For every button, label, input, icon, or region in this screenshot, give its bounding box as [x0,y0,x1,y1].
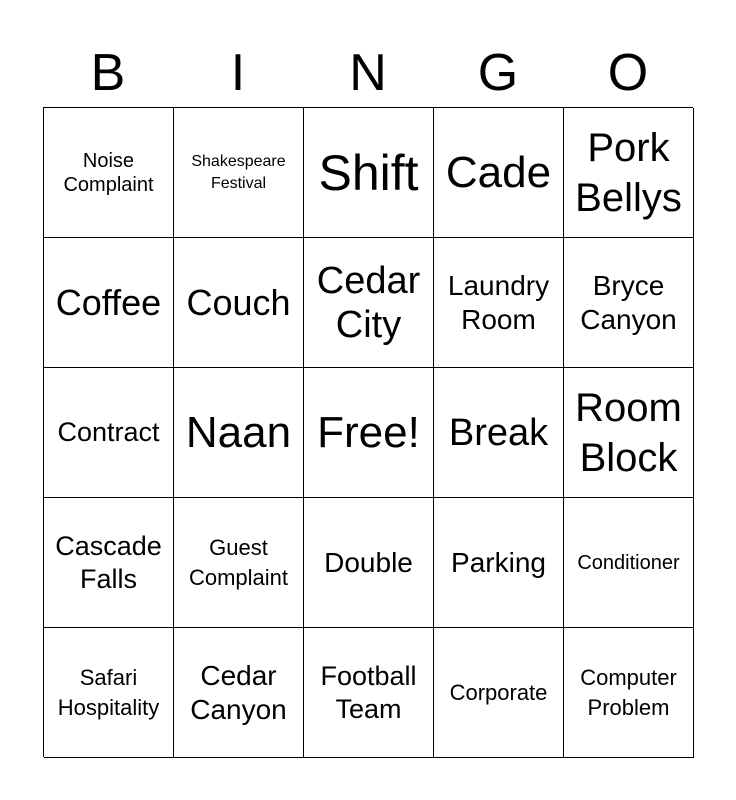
header-letter-n: N [349,44,387,102]
cell-text: Naan [185,407,292,457]
cell-text: Conditioner [577,551,680,574]
cell-text: Pork Bellys [575,125,682,220]
bingo-cell[interactable] [44,108,174,238]
bingo-cell[interactable] [174,628,304,758]
bingo-cell[interactable] [434,238,564,368]
cell-text: Safari Hospitality [57,664,160,720]
bingo-header [43,42,693,104]
cell-text: Shakespeare Festival [191,152,286,192]
bingo-cell[interactable] [434,498,564,628]
bingo-cell[interactable] [564,628,694,758]
bingo-cell[interactable] [564,498,694,628]
bingo-cell[interactable] [44,368,174,498]
bingo-cell[interactable] [304,238,434,368]
bingo-cell[interactable] [304,628,434,758]
cell-text: Corporate [449,679,548,705]
bingo-cell[interactable] [44,498,174,628]
cell-text: Shift [318,144,419,201]
bingo-cell[interactable] [434,628,564,758]
bingo-cell[interactable] [434,108,564,238]
cell-text: Cedar Canyon [190,659,287,725]
bingo-cell[interactable] [564,238,694,368]
bingo-cell[interactable] [304,368,434,498]
bingo-cell[interactable] [174,238,304,368]
cell-text: Bryce Canyon [580,269,677,335]
cell-text: Guest Complaint [188,534,289,590]
bingo-cell[interactable] [44,238,174,368]
header-letter-o: O [607,44,649,102]
cell-text: Football Team [320,660,417,724]
bingo-cell[interactable] [564,108,694,238]
cell-text: Double [324,546,413,578]
cell-text: Parking [451,546,546,578]
cell-text: Cascade Falls [55,530,162,594]
bingo-cell[interactable] [434,368,564,498]
bingo-cell[interactable] [304,498,434,628]
cell-text: Room Block [575,385,682,480]
bingo-cell[interactable] [174,108,304,238]
bingo-cell[interactable] [564,368,694,498]
cell-text: Couch [186,281,291,323]
bingo-cell[interactable] [44,628,174,758]
cell-text: Break [448,411,549,454]
bingo-cell[interactable] [174,498,304,628]
cell-text: Coffee [55,281,162,323]
bingo-cell[interactable] [174,368,304,498]
cell-text: Cedar City [316,259,421,346]
cell-text: Free! [317,407,420,457]
header-letter-b: B [90,44,126,102]
bingo-board [43,107,693,757]
cell-text: Laundry Room [447,269,550,335]
header-letter-g: G [477,44,519,102]
cell-text: Noise Complaint [63,149,154,196]
bingo-cell[interactable] [304,108,434,238]
cell-text: Cade [445,147,552,197]
cell-text: Computer Problem [580,664,677,720]
cell-text: Contract [57,417,160,447]
header-letter-i: I [230,44,246,102]
